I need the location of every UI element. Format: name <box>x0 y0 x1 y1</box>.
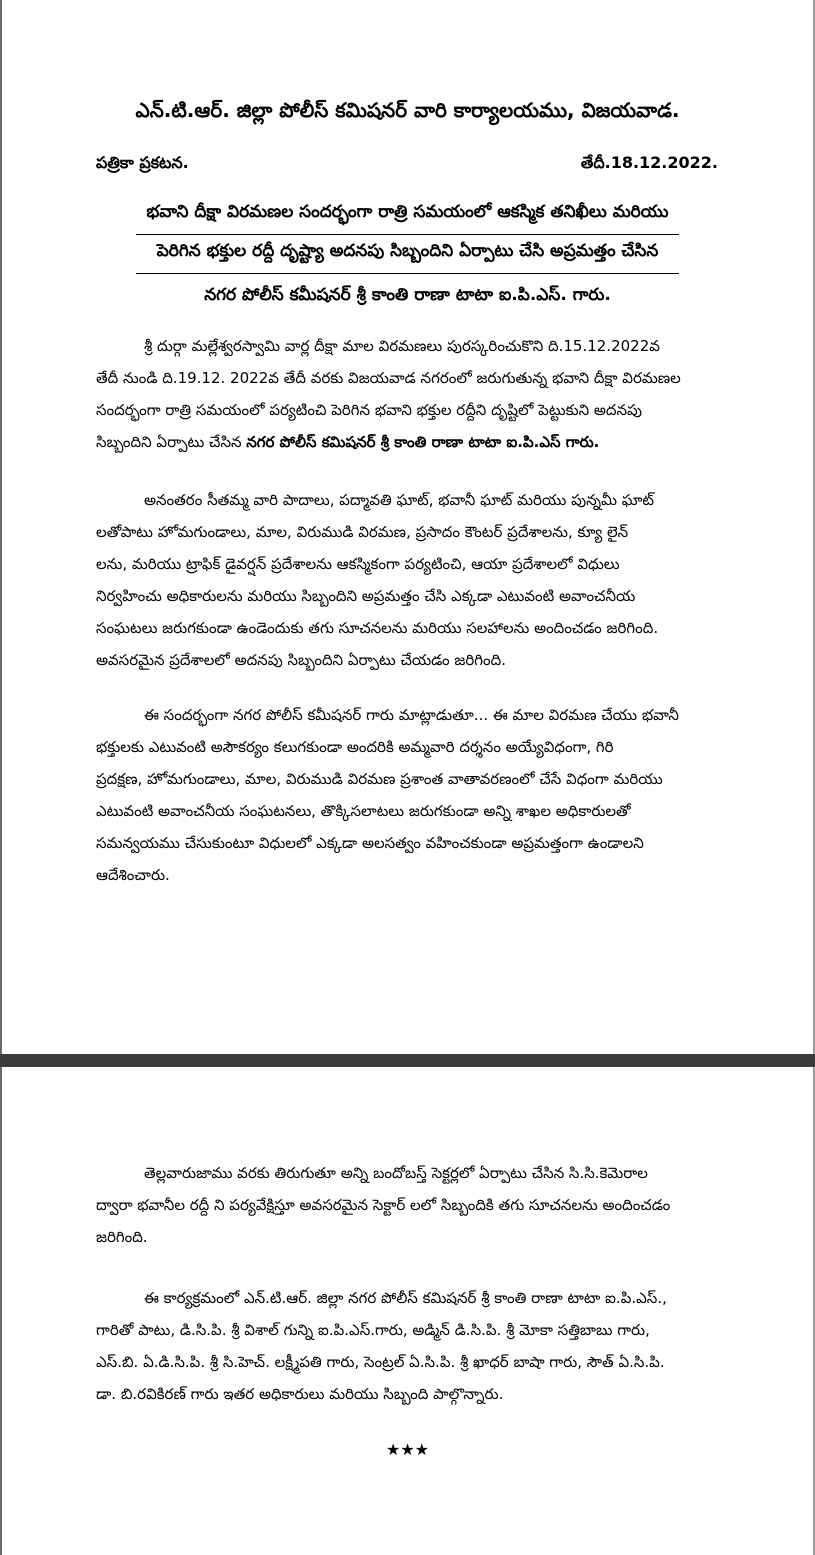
paragraph-line: గారితో పాటు, డి.సి.పి. శ్రీ విశాల్ గున్ని ఐ.పి.ఎస్.గారు, అడ్మిన్ డి.సి.పి. శ్రీ మోకా సత్తిబాబు గారు, <box>96 1321 650 1339</box>
paragraph-line: ఆదేశించారు. <box>96 866 170 884</box>
paragraph-line: అవసరమైన ప్రదేశాలలో అదనపు సిబ్బందిని ఏర్పాటు చేయడం జరిగింది. <box>96 651 506 669</box>
paragraph-line: అనంతరం సీతమ్మ వారి పాదాలు, పద్మావతి ఘాట్, భవానీ ఘాట్ మరియు పున్నమీ ఘాట్ <box>144 491 654 509</box>
paragraph-line: ప్రదక్షణ, హోమగుండాలు, మాల, విరుముడి విరమణ ప్రశాంత వాతావరణంలో చేసే విధంగా మరియు <box>96 770 663 788</box>
paragraph-line: ఎటువంటి అవాంచనీయ సంఘటనలు, తొక్కిసలాటలు జరుగకుండా అన్ని శాఖల అధికారులతో <box>96 802 631 820</box>
subject-underline-2 <box>136 273 679 274</box>
paragraph-line: జరిగింది. <box>96 1228 148 1246</box>
page-separator <box>0 1054 815 1067</box>
paragraph-line: నిర్వహించు అధికారులను మరియు సిబ్బందిని అప్రమత్తం చేసి ఎక్కడా ఎటువంటి అవాంచనీయ <box>96 587 636 605</box>
office-title: ఎన్.టి.ఆర్. జిల్లా పోలీస్ కమిషనర్ వారి కార్యాలయము, విజయవాడ. <box>135 98 680 122</box>
page-border-left <box>0 0 2 1555</box>
paragraph-line: ఈ కార్యక్రమంలో ఎన్.టి.ఆర్. జిల్లా నగర పోలీస్ కమిషనర్ శ్రీ కాంతి రాణా టాటా ఐ.పి.ఎస్., <box>144 1289 667 1307</box>
subject-line-1: భవాని దీక్షా విరమణల సందర్భంగా రాత్రి సమయంలో ఆకస్మిక తనిఖీలు మరియు <box>146 202 669 222</box>
paragraph-line: సంఘటలు జరుగకుండా ఉండెందుకు తగు సూచనలను మరియు సలహాలను అందించడం జరిగింది. <box>96 619 659 637</box>
paragraph-line <box>96 426 722 458</box>
subject-line-2: పెరిగిన భక్తుల రద్దీ దృష్ట్యా అదనపు సిబ్బందిని ఏర్పాటు చేసి అప్రమత్తం చేసిన <box>156 241 659 261</box>
paragraph-line: తెల్లవారుజాము వరకు తిరుగుతూ అన్ని బందోబస్త్ సెక్టర్లలో ఏర్పాటు చేసిన సి.సి.కెమెరాల <box>144 1164 648 1182</box>
paragraph-line: శ్రీ దుర్గా మల్లేశ్వరస్వామి వార్ల దీక్షా మాల విరమణలు పురస్కరించుకొని ది.15.12.2022వ <box>144 337 660 355</box>
paragraph-line: ఎస్.బి. ఏ.డి.సి.పి. శ్రీ సి.హెచ్. లక్ష్మీపతి గారు, సెంట్రల్ ఏ.సి.పి. శ్రీ ఖాధర్ బాషా గారు, సౌత్ ఏ.సి.పి. <box>96 1353 665 1371</box>
subject-line-3: నగర పోలీస్ కమీషనర్ శ్రీ కాంతి రాణా టాటా ఐ.పి.ఎస్. గారు. <box>204 285 611 305</box>
press-date: తేదీ.18.12.2022. <box>580 153 718 172</box>
paragraph-text: సిబ్బందిని ఏర్పాటు చేసిన <box>96 433 247 451</box>
paragraph-line: లను, మరియు ట్రాఫిక్ డైవర్షన్ ప్రదేశాలను ఆకస్మికంగా పర్యటించి, ఆయా ప్రదేశాలలో విధులు <box>96 555 620 573</box>
paragraph-3 <box>96 699 722 891</box>
paragraph-2 <box>96 484 722 676</box>
paragraph-line: ద్వారా భవానీల రద్దీ ని పర్యవేక్షిస్తూ అవసరమైన సెక్టార్ లలో సిబ్బందికి తగు సూచనలను అందించడం <box>96 1196 671 1214</box>
paragraph-line: లతోపాటు హోమగుండాలు, మాల, విరుముడి విరమణ, ప్రసాదం కౌంటర్ ప్రదేశాలను, క్యూ లైన్ <box>96 523 629 541</box>
paragraph-line: సమన్వయము చేసుకుంటూ విధులలో ఎక్కడా అలసత్వం వహించకుండా అప్రమత్తంగా ఉండాలని <box>96 834 644 852</box>
paragraph-line: సందర్భంగా రాత్రి సమయంలో పర్యటించి పెరిగిన భవాని భక్తుల రద్దీని దృష్టిలో పెట్టుకుని అదనపు <box>96 401 643 419</box>
subject-underline-1 <box>136 234 679 235</box>
press-note-label: పత్రికా ప్రకటన. <box>96 153 189 172</box>
paragraph-4 <box>96 1157 722 1253</box>
paragraph-line: భక్తులకు ఎటువంటి అసౌకర్యం కలుగకుండా అందరికి అమ్మవారి దర్శనం అయ్యేవిధంగా, గిరి <box>96 738 614 756</box>
paragraph-line: డా. బి.రవికిరణ్ గారు ఇతర అధికారులు మరియు సిబ్బంది పాల్గొన్నారు. <box>96 1385 504 1403</box>
paragraph-5 <box>96 1282 722 1410</box>
end-marker-stars: ★★★ <box>385 1440 430 1459</box>
paragraph-1 <box>96 330 722 458</box>
commissioner-name: నగర పోలీస్ కమిషనర్ శ్రీ కాంతి రాణా టాటా ఐ.పి.ఎస్ గారు. <box>246 433 600 451</box>
paragraph-line: ఈ సందర్భంగా నగర పోలీస్ కమీషనర్ గారు మాట్లాడుతూ... ఈ మాల విరమణ చేయు భవానీ <box>144 706 679 724</box>
paragraph-line: తేదీ నుండి ది.19.12. 2022వ తేదీ వరకు విజయవాడ నగరంలో జరుగుతున్న భవాని దీక్షా విరమణల <box>96 369 681 387</box>
